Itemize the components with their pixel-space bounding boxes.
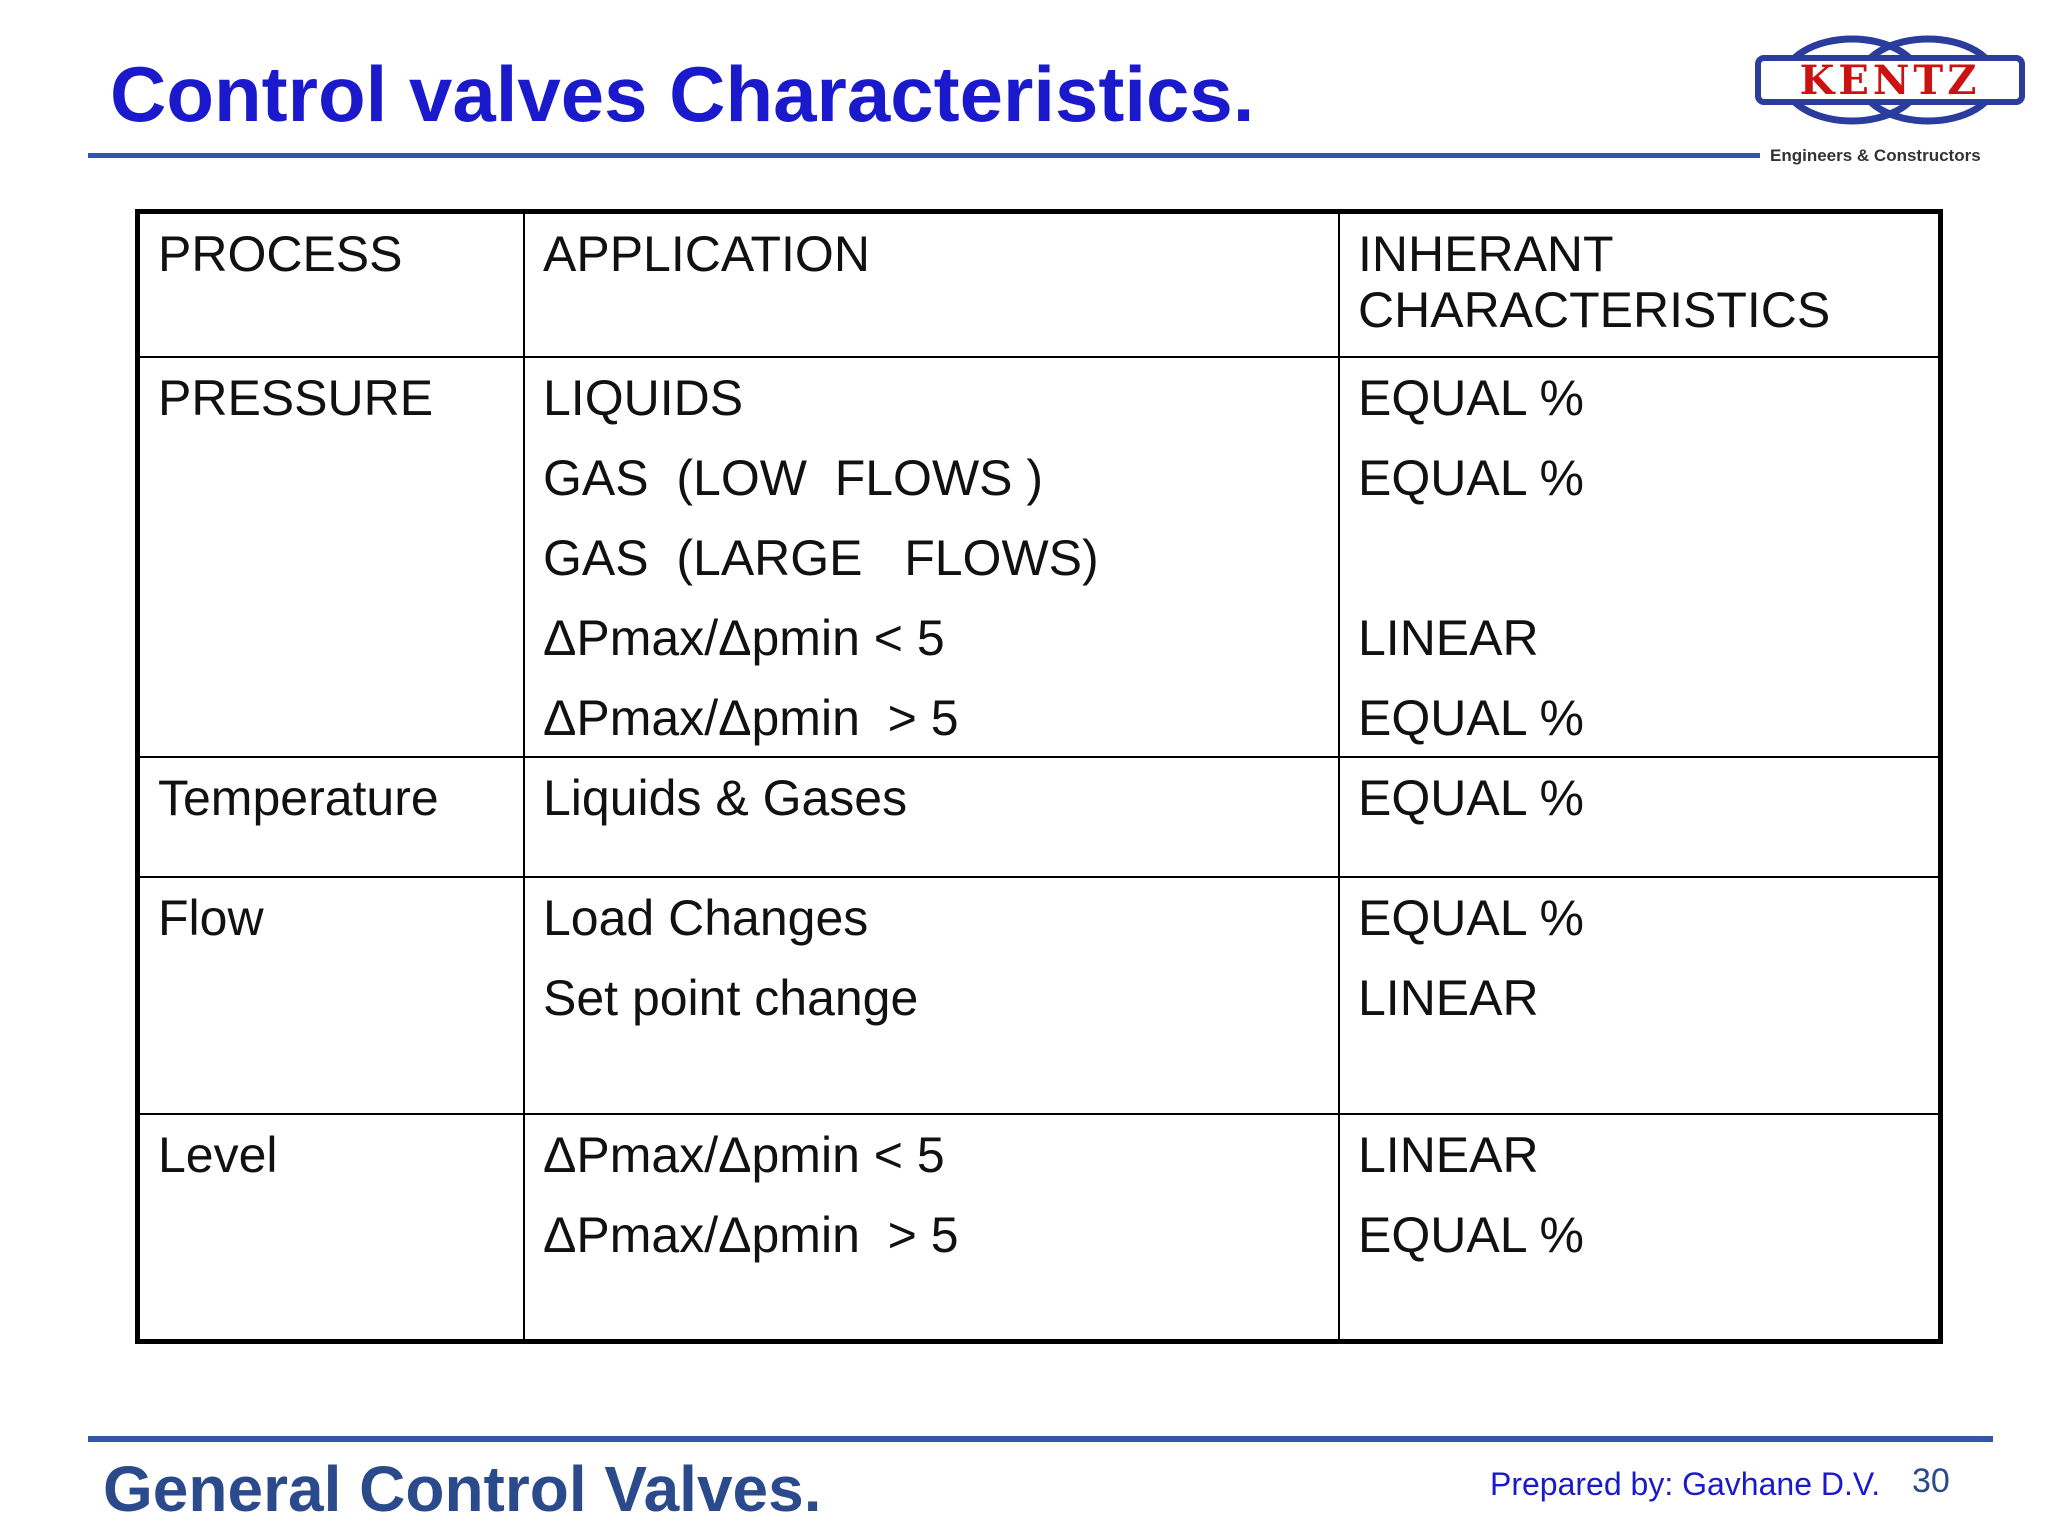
application-cell-level [525, 1115, 1340, 1339]
characteristic-line: LINEAR [1358, 970, 1539, 1026]
slide-title: Control valves Characteristics. [110, 50, 1255, 138]
characteristic-line: EQUAL % [1358, 890, 1585, 946]
characteristic-cell-flow [1340, 878, 1938, 1115]
application-line: GAS (LOW FLOWS ) [543, 450, 1044, 506]
application-line: LIQUIDS [543, 370, 744, 426]
characteristics-table [135, 209, 1943, 1344]
application-cell-temperature [525, 758, 1340, 878]
characteristic-line: LINEAR [1358, 1127, 1539, 1183]
process-label: Flow [158, 890, 264, 946]
footer-divider [88, 1436, 1993, 1442]
header-application [525, 214, 1340, 358]
process-cell-temperature [140, 758, 525, 878]
characteristic-line: EQUAL % [1358, 1207, 1585, 1263]
characteristic-line: EQUAL % [1358, 450, 1585, 506]
title-divider [88, 153, 1760, 158]
characteristic-line: EQUAL % [1358, 690, 1585, 746]
application-line: ΔPmax/Δpmin > 5 [543, 690, 959, 746]
header-process-label: PROCESS [158, 226, 403, 282]
application-line: Load Changes [543, 890, 869, 946]
application-line: Liquids & Gases [543, 770, 908, 826]
characteristic-line: EQUAL % [1358, 770, 1585, 826]
header-characteristics [1340, 214, 1938, 358]
process-label: PRESSURE [158, 370, 434, 426]
header-process [140, 214, 525, 358]
characteristic-line: LINEAR [1358, 610, 1539, 666]
prepared-by: Prepared by: Gavhane D.V. [1490, 1466, 1881, 1502]
application-line: ΔPmax/Δpmin < 5 [543, 610, 945, 666]
process-cell-level [140, 1115, 525, 1339]
characteristic-line: EQUAL % [1358, 370, 1585, 426]
application-line: ΔPmax/Δpmin > 5 [543, 1207, 959, 1263]
page-number: 30 [1912, 1462, 1950, 1500]
application-line: ΔPmax/Δpmin < 5 [543, 1127, 945, 1183]
process-cell-flow [140, 878, 525, 1115]
characteristic-cell-pressure [1340, 358, 1938, 758]
application-line: GAS (LARGE FLOWS) [543, 530, 1099, 586]
header-characteristics-line1: INHERANT [1358, 226, 1614, 282]
characteristic-line [1358, 530, 1920, 610]
process-cell-pressure [140, 358, 525, 758]
header-characteristics-line2: CHARACTERISTICS [1358, 282, 1831, 338]
header-application-label: APPLICATION [543, 226, 870, 282]
process-label: Temperature [158, 770, 439, 826]
application-cell-flow [525, 878, 1340, 1115]
logo-text: KENTZ [1799, 57, 1981, 104]
characteristic-cell-temperature [1340, 758, 1938, 878]
application-line: Set point change [543, 970, 919, 1026]
process-label: Level [158, 1127, 278, 1183]
logo-tagline: Engineers & Constructors [1770, 146, 1981, 165]
characteristic-cell-level [1340, 1115, 1938, 1339]
footer-title: General Control Valves. [103, 1453, 822, 1525]
application-cell-pressure [525, 358, 1340, 758]
